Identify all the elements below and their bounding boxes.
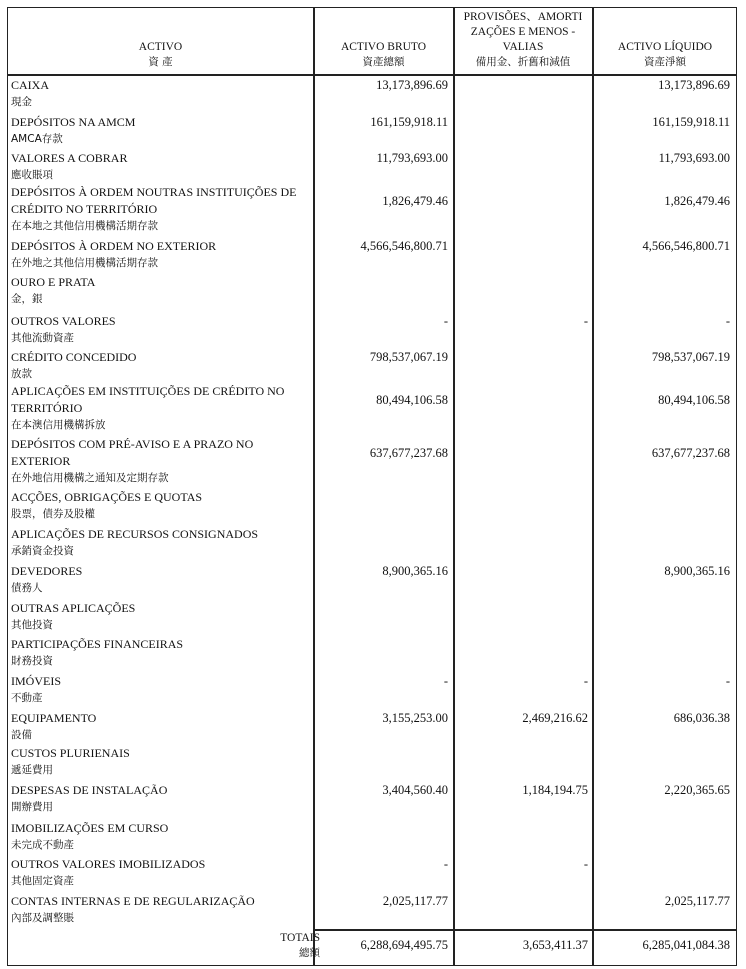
- row-label: [11, 564, 82, 596]
- value-provisoes: 1,184,194.75: [522, 783, 588, 797]
- row-label-zh: 未完成不動產: [11, 839, 74, 851]
- header-activo-liquido: [593, 40, 737, 70]
- header-activo-zh: 資 產: [148, 56, 173, 68]
- header-activo: [8, 40, 313, 70]
- row-label-zh: 開辦費用: [11, 801, 53, 813]
- row-label-pt: IMOBILIZAÇÕES EM CURSO: [11, 821, 169, 835]
- row-label: [11, 115, 135, 147]
- row-label-zh: 其他固定資產: [11, 875, 74, 887]
- row-label-pt: EXTERIOR: [11, 454, 71, 468]
- header-provisoes: [454, 10, 592, 70]
- header-liquido-zh: 資產淨額: [644, 56, 686, 68]
- row-label-zh: 債務人: [11, 582, 43, 594]
- header-liquido-pt: ACTIVO LÍQUIDO: [617, 41, 713, 53]
- row-label-zh: 應收賬項: [11, 169, 53, 181]
- header-bruto-pt: ACTIVO BRUTO: [340, 41, 427, 53]
- column-divider: [592, 7, 594, 966]
- row-label: [11, 490, 202, 522]
- column-divider: [453, 7, 455, 966]
- row-label: [11, 350, 136, 382]
- row-label: [11, 894, 255, 926]
- row-label-zh: AMCA存款: [11, 133, 63, 145]
- row-label: [11, 711, 96, 743]
- value-activo-liquido: 798,537,067.19: [651, 350, 730, 364]
- row-label-pt: DEPÓSITOS À ORDEM NOUTRAS INSTITUIÇÕES DE: [11, 185, 297, 199]
- row-label-zh: 金，銀: [11, 293, 43, 305]
- row-label-pt: DEVEDORES: [11, 564, 83, 578]
- value-activo-liquido: 11,793,693.00: [658, 151, 730, 165]
- row-label-pt: EQUIPAMENTO: [11, 711, 97, 725]
- value-activo-bruto: 1,826,479.46: [382, 194, 448, 208]
- value-activo-bruto: 3,404,560.40: [382, 783, 448, 797]
- total-provisoes: 3,653,411.37: [522, 938, 588, 952]
- header-activo-pt: ACTIVO: [138, 41, 183, 53]
- row-label-zh: 在外地之其他信用機構活期存款: [11, 257, 158, 269]
- row-label-zh: 財務投資: [11, 655, 53, 667]
- row-label: [11, 527, 258, 559]
- value-activo-liquido: 1,826,479.46: [664, 194, 730, 208]
- row-label: [11, 314, 116, 346]
- header-provisoes-zh: 備用金、折舊和減值: [475, 56, 571, 68]
- row-label-pt: CONTAS INTERNAS E DE REGULARIZAÇÃO: [11, 894, 255, 908]
- value-activo-bruto: 13,173,896.69: [376, 78, 448, 92]
- value-provisoes: -: [583, 314, 588, 328]
- header-activo-bruto: [314, 40, 453, 70]
- row-label: [11, 78, 49, 110]
- value-provisoes: -: [583, 674, 588, 688]
- value-provisoes: -: [583, 857, 588, 871]
- row-label: [11, 746, 130, 778]
- row-label-zh: 內部及調整賬: [11, 912, 74, 924]
- row-label-pt: CRÉDITO CONCEDIDO: [11, 350, 137, 364]
- row-label-pt: OUTROS VALORES: [11, 314, 116, 328]
- total-activo-liquido: 6,285,041,084.38: [642, 938, 730, 952]
- value-activo-bruto: -: [443, 674, 448, 688]
- value-activo-liquido: 13,173,896.69: [658, 78, 730, 92]
- row-label-pt: OUTROS VALORES IMOBILIZADOS: [11, 857, 206, 871]
- row-label-zh: 在本地之其他信用機構活期存款: [11, 220, 158, 232]
- value-activo-bruto: 798,537,067.19: [369, 350, 448, 364]
- row-label-pt: OUTRAS APLICAÇÕES: [11, 601, 136, 615]
- row-label: [11, 674, 61, 706]
- header-provisoes-line2: ZAÇÕES E MENOS -: [470, 26, 576, 38]
- value-activo-bruto: 637,677,237.68: [369, 446, 448, 460]
- totals-divider: [313, 929, 737, 931]
- row-label-zh: 在本澳信用機構拆放: [11, 419, 106, 431]
- row-label: [11, 783, 167, 815]
- totals-label-pt: TOTAIS: [280, 932, 320, 944]
- row-label: [11, 151, 127, 183]
- row-label-pt: PARTICIPAÇÕES FINANCEIRAS: [11, 637, 184, 651]
- value-activo-bruto: -: [443, 314, 448, 328]
- row-label-pt: OURO E PRATA: [11, 275, 96, 289]
- row-label: [11, 437, 253, 486]
- row-label: [11, 821, 168, 853]
- row-label: [11, 857, 205, 889]
- row-label-pt: IMÓVEIS: [11, 674, 61, 688]
- value-activo-liquido: -: [725, 674, 730, 688]
- row-label-pt: TERRITÓRIO: [11, 401, 83, 415]
- value-activo-liquido: 686,036.38: [673, 711, 730, 725]
- row-label-pt: DEPÓSITOS COM PRÉ-AVISO E A PRAZO NO: [11, 437, 254, 451]
- header-divider: [7, 74, 737, 76]
- totals-label-zh: 總額: [299, 947, 320, 959]
- value-activo-liquido: 4,566,546,800.71: [642, 239, 730, 253]
- value-activo-bruto: -: [443, 857, 448, 871]
- row-label-pt: APLICAÇÕES DE RECURSOS CONSIGNADOS: [11, 527, 259, 541]
- row-label-zh: 放款: [11, 368, 32, 380]
- row-label-pt: DEPÓSITOS À ORDEM NO EXTERIOR: [11, 239, 217, 253]
- row-label-zh: 其他流動資產: [11, 332, 74, 344]
- row-label-zh: 現金: [11, 96, 32, 108]
- value-activo-liquido: -: [725, 314, 730, 328]
- value-activo-bruto: 11,793,693.00: [376, 151, 448, 165]
- row-label-zh: 股票，債券及股權: [11, 508, 95, 520]
- value-activo-liquido: 2,220,365.65: [664, 783, 730, 797]
- row-label-pt: ACÇÕES, OBRIGAÇÕES E QUOTAS: [11, 490, 203, 504]
- row-label-pt: APLICAÇÕES EM INSTITUIÇÕES DE CRÉDITO NO: [11, 384, 285, 398]
- value-activo-liquido: 161,159,918.11: [652, 115, 730, 129]
- value-activo-bruto: 80,494,106.58: [376, 393, 448, 407]
- value-provisoes: 2,469,216.62: [522, 711, 588, 725]
- row-label: [11, 637, 183, 669]
- value-activo-bruto: 4,566,546,800.71: [360, 239, 448, 253]
- total-activo-bruto: 6,288,694,495.75: [360, 938, 448, 952]
- row-label-pt: CUSTOS PLURIENAIS: [11, 746, 130, 760]
- value-activo-liquido: 2,025,117.77: [664, 894, 730, 908]
- value-activo-liquido: 80,494,106.58: [658, 393, 730, 407]
- row-label: [11, 275, 95, 307]
- row-label-zh: 在外地信用機構之通知及定期存款: [11, 472, 169, 484]
- value-activo-bruto: 2,025,117.77: [382, 894, 448, 908]
- column-divider: [313, 7, 315, 966]
- value-activo-bruto: 161,159,918.11: [370, 115, 448, 129]
- header-provisoes-line1: PROVISÕES、AMORTI: [463, 11, 583, 23]
- value-activo-bruto: 3,155,253.00: [382, 711, 448, 725]
- row-label-zh: 設備: [11, 729, 32, 741]
- row-label-pt: CAIXA: [11, 78, 49, 92]
- row-label-zh: 承銷資金投資: [11, 545, 74, 557]
- totals-label: [280, 931, 320, 961]
- value-activo-bruto: 8,900,365.16: [382, 564, 448, 578]
- header-provisoes-line3: VALIAS: [502, 41, 544, 53]
- row-label: [11, 185, 296, 234]
- row-label: [11, 239, 216, 271]
- value-activo-liquido: 637,677,237.68: [651, 446, 730, 460]
- row-label: [11, 601, 135, 633]
- row-label-pt: CRÉDITO NO TERRITÓRIO: [11, 202, 158, 216]
- row-label-zh: 遞延費用: [11, 764, 53, 776]
- row-label-pt: DEPÓSITOS NA AMCM: [11, 115, 136, 129]
- value-activo-liquido: 8,900,365.16: [664, 564, 730, 578]
- row-label-pt: VALORES A COBRAR: [11, 151, 128, 165]
- row-label-pt: DESPESAS DE INSTALAÇÃO: [11, 783, 168, 797]
- header-bruto-zh: 資產總額: [362, 56, 405, 68]
- row-label-zh: 不動產: [11, 692, 43, 704]
- row-label: [11, 384, 284, 433]
- row-label-zh: 其他投資: [11, 619, 53, 631]
